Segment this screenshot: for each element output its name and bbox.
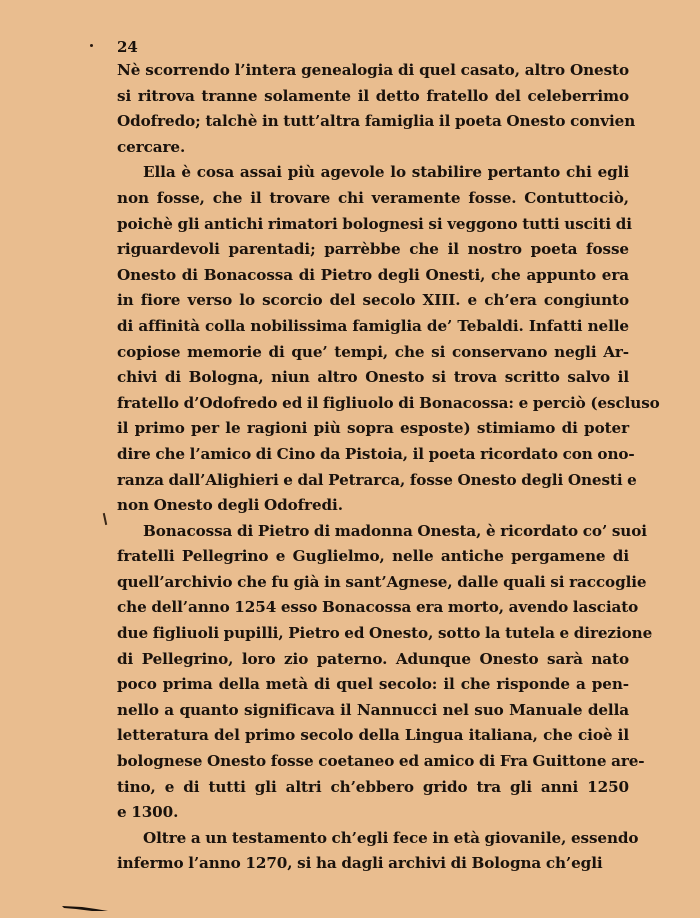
page-number: 24 <box>117 38 138 56</box>
text-line: che dell’anno 1254 esso Bonacossa era morto, avendo lasciato <box>117 598 639 617</box>
text-line: chivi di Bologna, niun altro Onesto si trova scritto salvo il <box>117 368 629 387</box>
text-line: il primo per le ragioni più sopra esposte) stimiamo di poter <box>117 419 629 438</box>
text-line: Odofredo; talchè in tutt’altra famiglia il poeta Onesto convien <box>117 112 636 131</box>
text-line: cercare. <box>117 137 186 156</box>
text-line: dire che l’amico di Cino da Pistoia, il poeta ricordato con ono- <box>117 444 635 463</box>
paragraph <box>117 160 660 518</box>
margin-dot <box>90 44 93 47</box>
text-line: nello a quanto significava il Nannucci nel suo Manuale della <box>117 700 629 719</box>
text-line: poichè gli antichi rimatori bolognesi si veggono tutti usciti di <box>117 214 632 233</box>
text-line: poco prima della metà di quel secolo: il che risponde a pen- <box>117 675 629 694</box>
text-line: infermo l’anno 1270, si ha dagli archivi di Bologna ch’egli <box>117 854 603 873</box>
text-line: copiose memorie di que’ tempi, che si conservano negli Ar- <box>117 342 629 361</box>
paragraph <box>117 58 636 160</box>
paragraph <box>117 519 653 826</box>
text-line: bolognese Onesto fosse coetaneo ed amico di Fra Guittone are- <box>117 752 645 771</box>
text-line: riguardevoli parentadi; parrèbbe che il nostro poeta fosse <box>117 240 629 259</box>
text-line: Onesto di Bonacossa di Pietro degli Onesti, che appunto era <box>117 265 629 284</box>
text-line: fratello d’Odofredo ed il figliuolo di Bonacossa: e perciò (escluso <box>117 393 660 412</box>
text-line: di Pellegrino, loro zio paterno. Adunque Onesto sarà nato <box>117 649 629 668</box>
page-body <box>117 58 660 877</box>
text-line: si ritrova tranne solamente il detto fratello del celeberrimo <box>117 86 629 105</box>
book-page <box>117 36 660 877</box>
text-line: Nè scorrendo l’intera genealogia di quel casato, altro Onesto <box>117 61 629 79</box>
text-line: Oltre a un testamento ch’egli fece in età giovanile, essendo <box>143 828 639 847</box>
text-line: in fiore verso lo scorcio del secolo XIII. e ch’era congiunto <box>117 291 629 310</box>
text-line: non fosse, che il trovare chi veramente fosse. Contuttociò, <box>117 188 629 207</box>
text-line: due figliuoli pupilli, Pietro ed Onesto, sotto la tutela e direzione <box>117 624 653 643</box>
text-line: e 1300. <box>117 803 179 822</box>
text-line: ranza dall’Alighieri e dal Petrarca, fosse Onesto degli Onesti e <box>117 470 637 489</box>
text-line: fratelli Pellegrino e Guglielmo, nelle antiche pergamene di <box>117 547 629 566</box>
text-line: tino, e di tutti gli altri ch’ebbero grido tra gli anni 1250 <box>117 777 629 796</box>
text-line: non Onesto degli Odofredi. <box>117 496 343 515</box>
text-line: Ella è cosa assai più agevole lo stabilire pertanto chi egli <box>143 163 629 182</box>
text-line: quell’archivio che fu già in sant’Agnese, dalle quali si raccoglie <box>117 572 647 591</box>
paragraph <box>117 826 639 877</box>
text-line: Bonacossa di Pietro di madonna Onesta, è ricordato co’ suoi <box>143 521 647 540</box>
ink-smudge <box>62 902 108 912</box>
text-line: di affinità colla nobilissima famiglia de’ Tebaldi. Infatti nelle <box>117 316 629 335</box>
margin-mark <box>103 513 107 525</box>
text-line: letteratura del primo secolo della Lingua italiana, che cioè il <box>117 726 629 745</box>
